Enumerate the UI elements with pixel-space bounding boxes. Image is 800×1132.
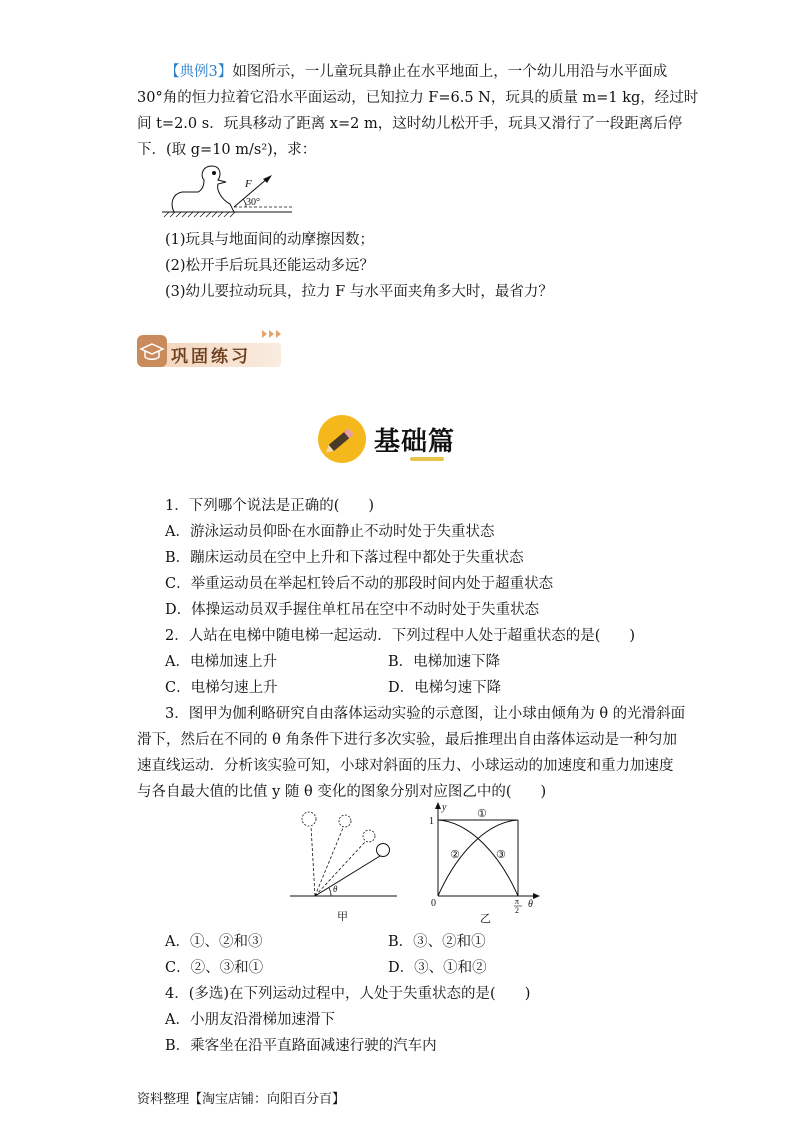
example-line-4: 下．(取 g=10 m/s²)，求：: [137, 142, 317, 158]
q2-option-a: A．电梯加速上升: [165, 654, 277, 670]
q3-option-b: B．③、②和①: [388, 934, 486, 950]
example-line-3: 间 t=2.0 s．玩具移动了距离 x=2 m，这时幼儿松开手，玩具又滑行了一段距离后停: [137, 116, 683, 132]
q3-line-4: 与各自最大值的比值 y 随 θ 变化的图象分别对应图乙中的( ): [137, 784, 547, 800]
example-question-3: (3)幼儿要拉动玩具，拉力 F 与水平面夹角多大时，最省力？: [165, 284, 553, 300]
x-tick-denominator: 2: [515, 906, 519, 915]
q3-option-c: C．②、③和①: [165, 960, 264, 976]
curve-3-label: ③: [496, 848, 506, 861]
fig-b-caption: 乙: [480, 913, 491, 925]
origin-label: 0: [431, 898, 436, 909]
q4-option-b: B．乘客坐在沿平直路面减速行驶的汽车内: [165, 1038, 437, 1054]
q1-option-a: A．游泳运动员仰卧在水面静止不动时处于失重状态: [165, 524, 495, 540]
y-vs-theta-graph: [420, 800, 550, 928]
y-axis-label: y: [442, 802, 447, 813]
fig-a-caption: 甲: [337, 911, 348, 923]
arrows-icon: [261, 329, 283, 339]
q2-stem: 2．人站在电梯中随电梯一起运动．下列过程中人处于超重状态的是( ): [165, 628, 636, 644]
basic-section-label: 基础篇: [374, 427, 456, 457]
q3-line-3: 速直线运动．分析该实验可知，小球对斜面的压力、小球运动的加速度和重力加速度: [137, 758, 674, 774]
q1-option-b: B．蹦床运动员在空中上升和下落过程中都处于失重状态: [165, 550, 524, 566]
q4-stem: 4．(多选)在下列运动过程中，人处于失重状态的是( ): [165, 986, 531, 1002]
q1-stem: 1．下列哪个说法是正确的( ): [165, 498, 375, 514]
example-question-1: (1)玩具与地面间的动摩擦因数；: [165, 232, 375, 248]
example-tag: 【典例3】: [165, 64, 233, 80]
duck-toy-figure: [160, 160, 300, 220]
svg-text:θ: θ: [333, 884, 338, 894]
q3-line-1: 3．图甲为伽利略研究自由落体运动实验的示意图，让小球由倾角为 θ 的光滑斜面: [165, 706, 686, 722]
practice-section-badge: [137, 335, 283, 369]
curve-2-label: ②: [450, 848, 460, 861]
y-tick-label: 1: [429, 816, 434, 827]
example-line-1: 【典例3】如图所示，一儿童玩具静止在水平地面上，一个幼儿用沿与水平面成: [165, 64, 668, 80]
q3-option-d: D．③、①和②: [388, 960, 487, 976]
q1-option-d: D．体操运动员双手握住单杠吊在空中不动时处于失重状态: [165, 602, 540, 618]
q3-option-a: A．①、②和③: [165, 934, 263, 950]
q4-option-a: A．小朋友沿滑梯加速滑下: [165, 1012, 335, 1028]
x-tick-numerator: π: [515, 897, 520, 906]
pencil-icon: [318, 415, 366, 463]
angle-label: 30°: [246, 197, 260, 208]
incline-experiment-figure: [285, 808, 405, 928]
example-line-2: 30°角的恒力拉着它沿水平面运动，已知拉力 F=6.5 N，玩具的质量 m=1 kg，经过时: [137, 90, 699, 106]
x-axis-label: θ: [528, 899, 533, 910]
example-question-2: (2)松开手后玩具还能运动多远？: [165, 258, 375, 274]
curve-1-label: ①: [477, 807, 487, 820]
q1-option-c: C．举重运动员在举起杠铃后不动的那段时间内处于超重状态: [165, 576, 554, 592]
q2-option-c: C．电梯匀速上升: [165, 680, 278, 696]
q2-option-b: B．电梯加速下降: [388, 654, 501, 670]
q2-option-d: D．电梯匀速下降: [388, 680, 502, 696]
q3-line-2: 滑下，然后在不同的 θ 角条件下进行多次实验，最后推理出自由落体运动是一种匀加: [137, 732, 677, 748]
footer-note: 资料整理【淘宝店铺：向阳百分百】: [137, 1092, 346, 1107]
practice-section-label: 巩固练习: [171, 347, 251, 367]
basic-section-title: [318, 415, 478, 465]
force-label: F: [245, 178, 252, 190]
graduation-cap-icon: [137, 335, 167, 367]
